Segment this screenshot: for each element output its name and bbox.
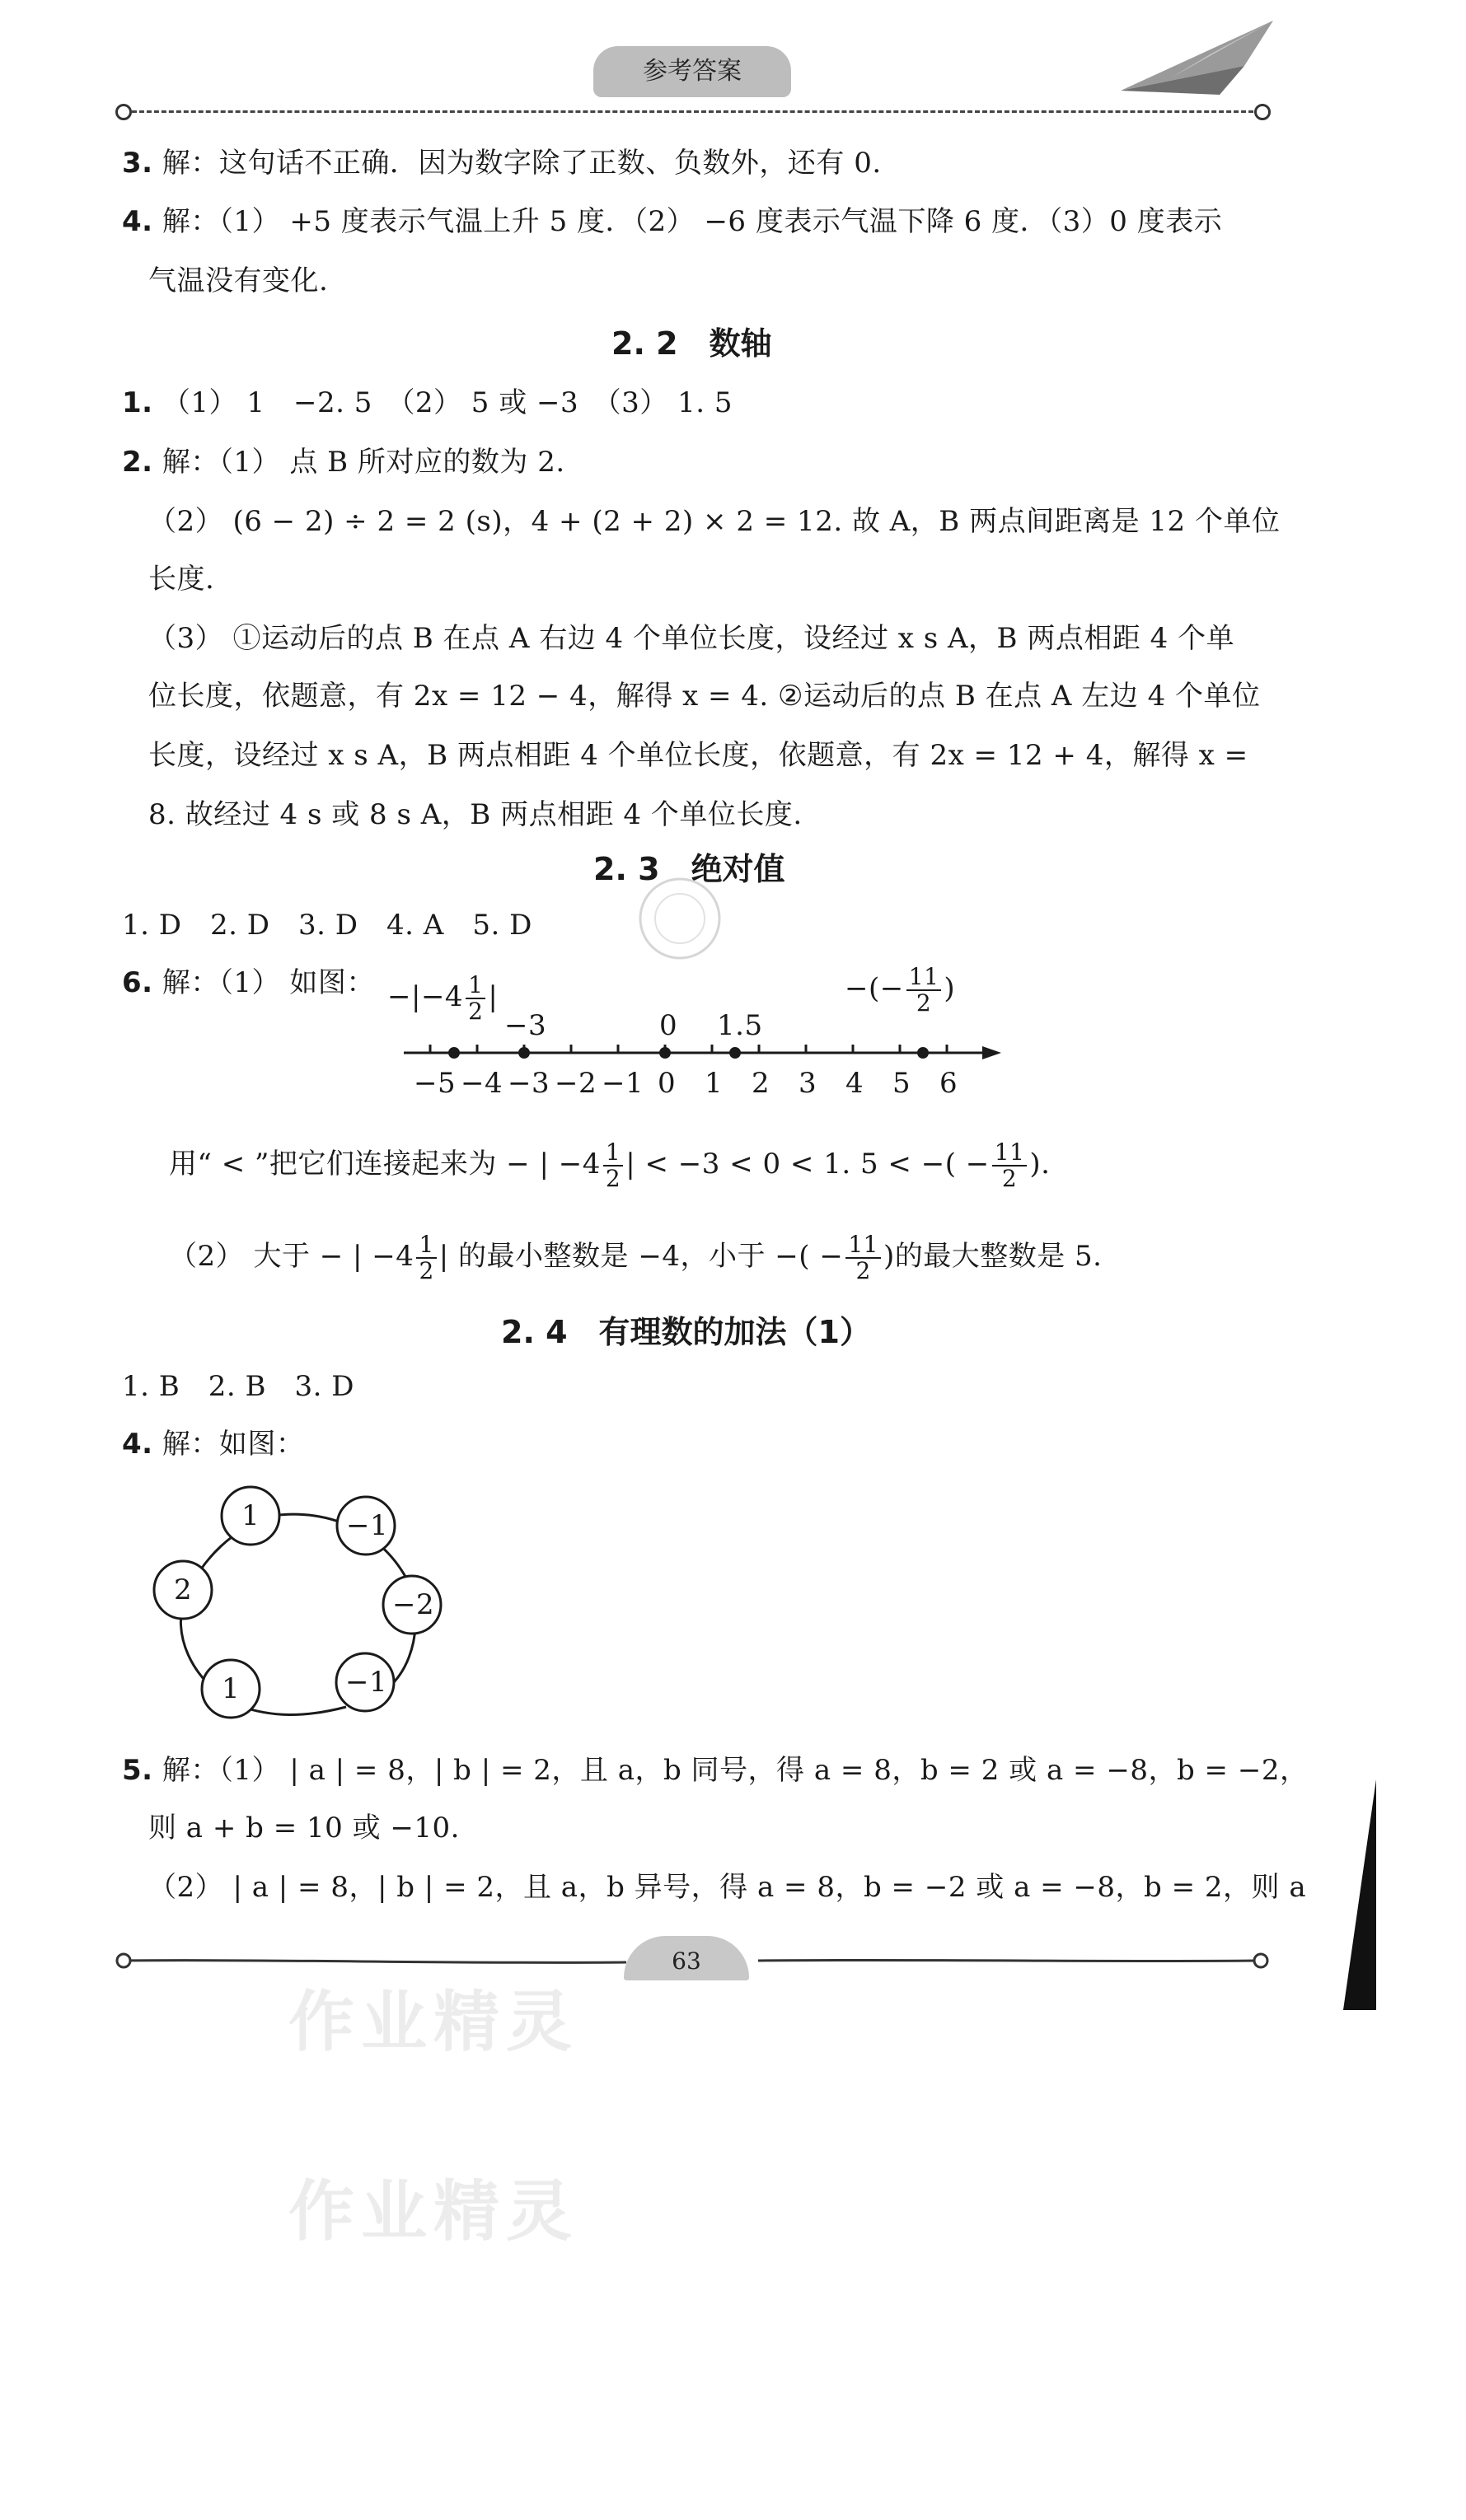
header-rule-right-end <box>1254 104 1271 120</box>
answer-text: 解：（1） | a | = 8，| b | = 2，且 a，b 同号，得 a = 8，b = 2 或 a = −8，b = −2， <box>162 1754 1309 1787</box>
question-4-line-1 <box>122 203 1222 241</box>
tick-label: −4 <box>461 1067 503 1100</box>
ring-node-label: −1 <box>346 1509 389 1542</box>
question-number: 4. <box>122 1428 153 1461</box>
point-5-5 <box>917 1047 929 1059</box>
s22-q2-line-5: 位长度，依题意，有 2x = 12 − 4，解得 x = 4. ②运动后的点 B 在点 A 左边 4 个单位 <box>148 680 1261 713</box>
s24-question-5-line-1 <box>122 1751 1308 1789</box>
point-label-1-5: 1.5 <box>717 1009 763 1042</box>
question-4-line-2: 气温没有变化. <box>148 264 329 297</box>
s22-q2-line-2: （2） (6 − 2) ÷ 2 = 2 (s)，4 + (2 + 2) × 2 = 12. 故 A，B 两点间距离是 12 个单位 <box>148 505 1281 538</box>
tick-label: −2 <box>555 1067 597 1100</box>
ring-node-label: −1 <box>345 1666 388 1699</box>
question-number: 4. <box>122 205 153 238</box>
point-label-neg-abs-neg-4-half: −|−4 $\frac{1}{2}$ | <box>387 971 499 1025</box>
s23-q6-order-line: 用“ < ”把它们连接起来为 − | −4 $\frac{1}{2}$ | < −3 < 0 < 1. 5 < −( − $\frac{11}{2}$ ). <box>169 1138 1051 1192</box>
tick-label: 1 <box>705 1067 724 1100</box>
point-neg-4-half <box>448 1047 460 1059</box>
s24-answers-1-3: 1. B 2. B 3. D <box>122 1370 354 1403</box>
header-dashed-rule <box>132 110 1261 113</box>
fraction: $\frac{11}{2}$ <box>845 1232 881 1283</box>
fraction: $\frac{1}{2}$ <box>416 1232 436 1283</box>
fraction: $\frac{11}{2}$ <box>906 965 942 1016</box>
tick-label: 0 <box>658 1067 677 1100</box>
answer-text: 解：如图： <box>162 1428 305 1461</box>
tick-label: −3 <box>508 1067 550 1100</box>
s24-q5-line-3: （2） | a | = 8，| b | = 2，且 a，b 异号，得 a = 8，b = −2 或 a = −8，b = 2，则 a <box>148 1871 1307 1904</box>
tick-label: 5 <box>892 1067 911 1100</box>
section-title-2-4: 2. 4 有理数的加法（1） <box>501 1314 871 1350</box>
s23-answers-1-5: 1. D 2. D 3. D 4. A 5. D <box>122 909 532 942</box>
question-number: 5. <box>122 1754 153 1787</box>
watermark: 作业精灵 <box>288 2173 578 2250</box>
question-number: 3. <box>122 147 153 180</box>
ring-labels <box>140 1483 461 1730</box>
tick-label: −5 <box>414 1067 457 1100</box>
point-label-neg-3: −3 <box>504 1009 547 1042</box>
header-banner: 参考答案 <box>593 46 791 97</box>
question-number: 6. <box>122 966 153 999</box>
tick-label: 2 <box>752 1067 770 1100</box>
point-neg-3 <box>518 1047 530 1059</box>
tick-label: 3 <box>799 1067 817 1100</box>
s24-q5-line-2: 则 a + b = 10 或 −10. <box>148 1812 460 1844</box>
point-1-5 <box>729 1047 741 1059</box>
s22-question-1 <box>122 384 733 422</box>
tick-label: −1 <box>602 1067 644 1100</box>
tick-label: 4 <box>845 1067 864 1100</box>
question-number: 1. <box>122 386 153 419</box>
section-title-2-2: 2. 2 数轴 <box>611 325 772 362</box>
s23-q6-part-2: （2） 大于 − | −4 $\frac{1}{2}$ | 的最小整数是 −4，小于 −( − $\frac{11}{2}$ )的最大整数是 5. <box>169 1231 1103 1284</box>
s22-q2-line-3: 长度. <box>148 563 215 596</box>
s22-question-2-line-1 <box>122 443 565 481</box>
answer-text: 解：（1） 如图： <box>162 966 375 999</box>
stamp-seal-icon <box>635 873 725 964</box>
s23-question-6 <box>122 964 375 1002</box>
ring-node-label: −2 <box>392 1588 435 1621</box>
question-3 <box>122 144 882 182</box>
question-number: 2. <box>122 446 153 479</box>
paper-plane-icon <box>1121 16 1277 99</box>
page-number: 63 <box>624 1936 749 1980</box>
s22-q2-line-7: 8. 故经过 4 s 或 8 s A，B 两点相距 4 个单位长度. <box>148 798 803 831</box>
fraction: $\frac{1}{2}$ <box>603 1140 623 1191</box>
s24-question-4 <box>122 1425 304 1463</box>
page-edge-mark <box>1343 1779 1384 2010</box>
point-label-neg-neg-11-halves: −(− $\frac{11}{2}$ ) <box>845 963 956 1017</box>
answer-text: 解：（1） 点 B 所对应的数为 2. <box>162 446 565 479</box>
tick-label: 6 <box>939 1067 958 1100</box>
s22-q2-line-6: 长度，设经过 x s A，B 两点相距 4 个单位长度，依题意，有 2x = 12 + 4，解得 x = <box>148 739 1248 772</box>
fraction: $\frac{1}{2}$ <box>466 973 485 1024</box>
s22-q2-line-4: （3） ①运动后的点 B 在点 A 右边 4 个单位长度，设经过 x s A，B 两点相距 4 个单 <box>148 622 1235 655</box>
ring-node-label: 1 <box>222 1672 241 1705</box>
answer-text: 解：这句话不正确．因为数字除了正数、负数外，还有 0. <box>162 147 882 180</box>
ring-node-label: 1 <box>241 1499 260 1532</box>
answer-text: （1） 1 −2. 5 （2） 5 或 −3 （3） 1. 5 <box>162 386 733 419</box>
section-title-2-3: 2. 3 绝对值 <box>593 851 785 887</box>
number-line-ticks <box>396 1064 1005 1102</box>
answer-text: 解：（1） +5 度表示气温上升 5 度．（2） −6 度表示气温下降 6 度．（3）0 度表示 <box>162 205 1223 238</box>
watermark: 作业精灵 <box>288 1984 578 2060</box>
fraction: $\frac{11}{2}$ <box>992 1140 1028 1191</box>
point-0 <box>659 1047 671 1059</box>
ring-node-label: 2 <box>174 1573 193 1606</box>
header-rule-left-end <box>115 104 132 120</box>
point-label-0: 0 <box>659 1009 678 1042</box>
